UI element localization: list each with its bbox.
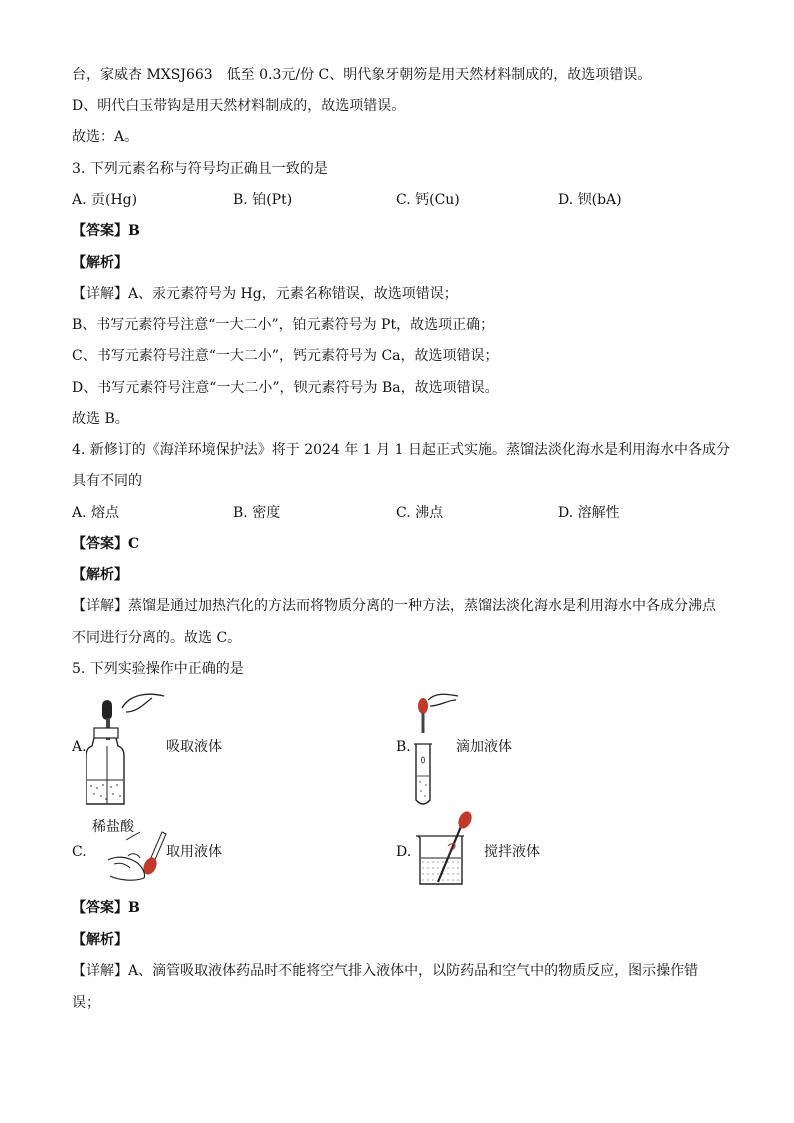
q3-detail-line: D、书写元素符号注意“一大二小”，钡元素符号为 Ba，故选项错误。	[72, 380, 499, 396]
q4-option-d: D. 溶解性	[558, 505, 620, 521]
text-line: D、明代白玉带钩是用天然材料制成的，故选项错误。	[72, 98, 406, 114]
question-3-stem: 3. 下列元素名称与符号均正确且一致的是	[72, 161, 328, 177]
q3-option-c: C. 钙(Cu)	[396, 192, 460, 208]
q3-option-b: B. 铂(Pt)	[233, 192, 293, 208]
q3-conclusion: 故选 B。	[72, 411, 129, 427]
q3-detail-line: C、书写元素符号注意“一大二小”，钙元素符号为 Ca，故选项错误；	[72, 348, 499, 364]
text-line: 故选：A。	[72, 129, 139, 145]
question-4-stem: 4. 新修订的《海洋环境保护法》将于 2024 年 1 月 1 日起正式实施。蒸馏法淡化海水是利用海水中各成分	[72, 442, 730, 458]
q5-option-b-letter: B.	[396, 739, 411, 755]
q4-detail-line: 【详解】蒸馏是通过加热汽化的方法而将物质分离的一种方法，蒸馏法淡化海水是利用海水中各成分沸点	[72, 598, 716, 614]
q3-detail-line: 【详解】A、汞元素符号为 Hg，元素名称错误，故选项错误；	[72, 286, 458, 302]
q5-option-c-label: 稀盐酸	[92, 819, 134, 835]
q4-option-c: C. 沸点	[396, 505, 444, 521]
text-line: 台，家威杏 MXSJ663 低至 0.3元/份 C、明代象牙朝笏是用天然材料制成的，故选项错误。	[72, 67, 652, 83]
q5-option-a-caption: 吸取液体	[166, 739, 222, 755]
q5-detail-line: 【详解】A、滴管吸取液体药品时不能将空气排入液体中，以防药品和空气中的物质反应，图示操作错	[72, 963, 699, 979]
q4-answer: 【答案】C	[72, 536, 140, 552]
q5-option-c-caption: 取用液体	[166, 844, 222, 860]
question-5-stem: 5. 下列实验操作中正确的是	[72, 661, 244, 677]
q3-option-a: A. 贡(Hg)	[72, 192, 138, 208]
q5-detail-line: 误；	[72, 995, 100, 1011]
q4-analysis-heading: 【解析】	[72, 567, 128, 583]
q5-option-c-letter: C.	[72, 844, 87, 860]
q3-detail-line: B、书写元素符号注意“一大二小”，铂元素符号为 Pt，故选项正确；	[72, 317, 495, 333]
q5-option-b-caption: 滴加液体	[456, 739, 512, 755]
q5-option-d-letter: D.	[396, 844, 412, 860]
stirring-beaker-illustration	[414, 810, 474, 890]
dropper-suction-illustration	[86, 688, 166, 808]
q4-option-a: A. 熔点	[72, 505, 120, 521]
dropper-upside-illustration	[100, 826, 170, 886]
q5-option-d-caption: 搅拌液体	[484, 844, 540, 860]
q4-option-b: B. 密度	[233, 505, 281, 521]
question-4-stem-cont: 具有不同的	[72, 473, 142, 489]
q5-analysis-heading: 【解析】	[72, 932, 128, 948]
q3-analysis-heading: 【解析】	[72, 255, 128, 271]
q5-option-a-letter: A.	[72, 739, 87, 755]
q3-answer: 【答案】B	[72, 223, 140, 239]
dropper-dispensing-illustration	[410, 688, 460, 808]
q4-detail-line: 不同进行分离的。故选 C。	[72, 630, 242, 646]
q3-option-d: D. 钡(bA)	[558, 192, 622, 208]
q5-answer: 【答案】B	[72, 900, 140, 916]
